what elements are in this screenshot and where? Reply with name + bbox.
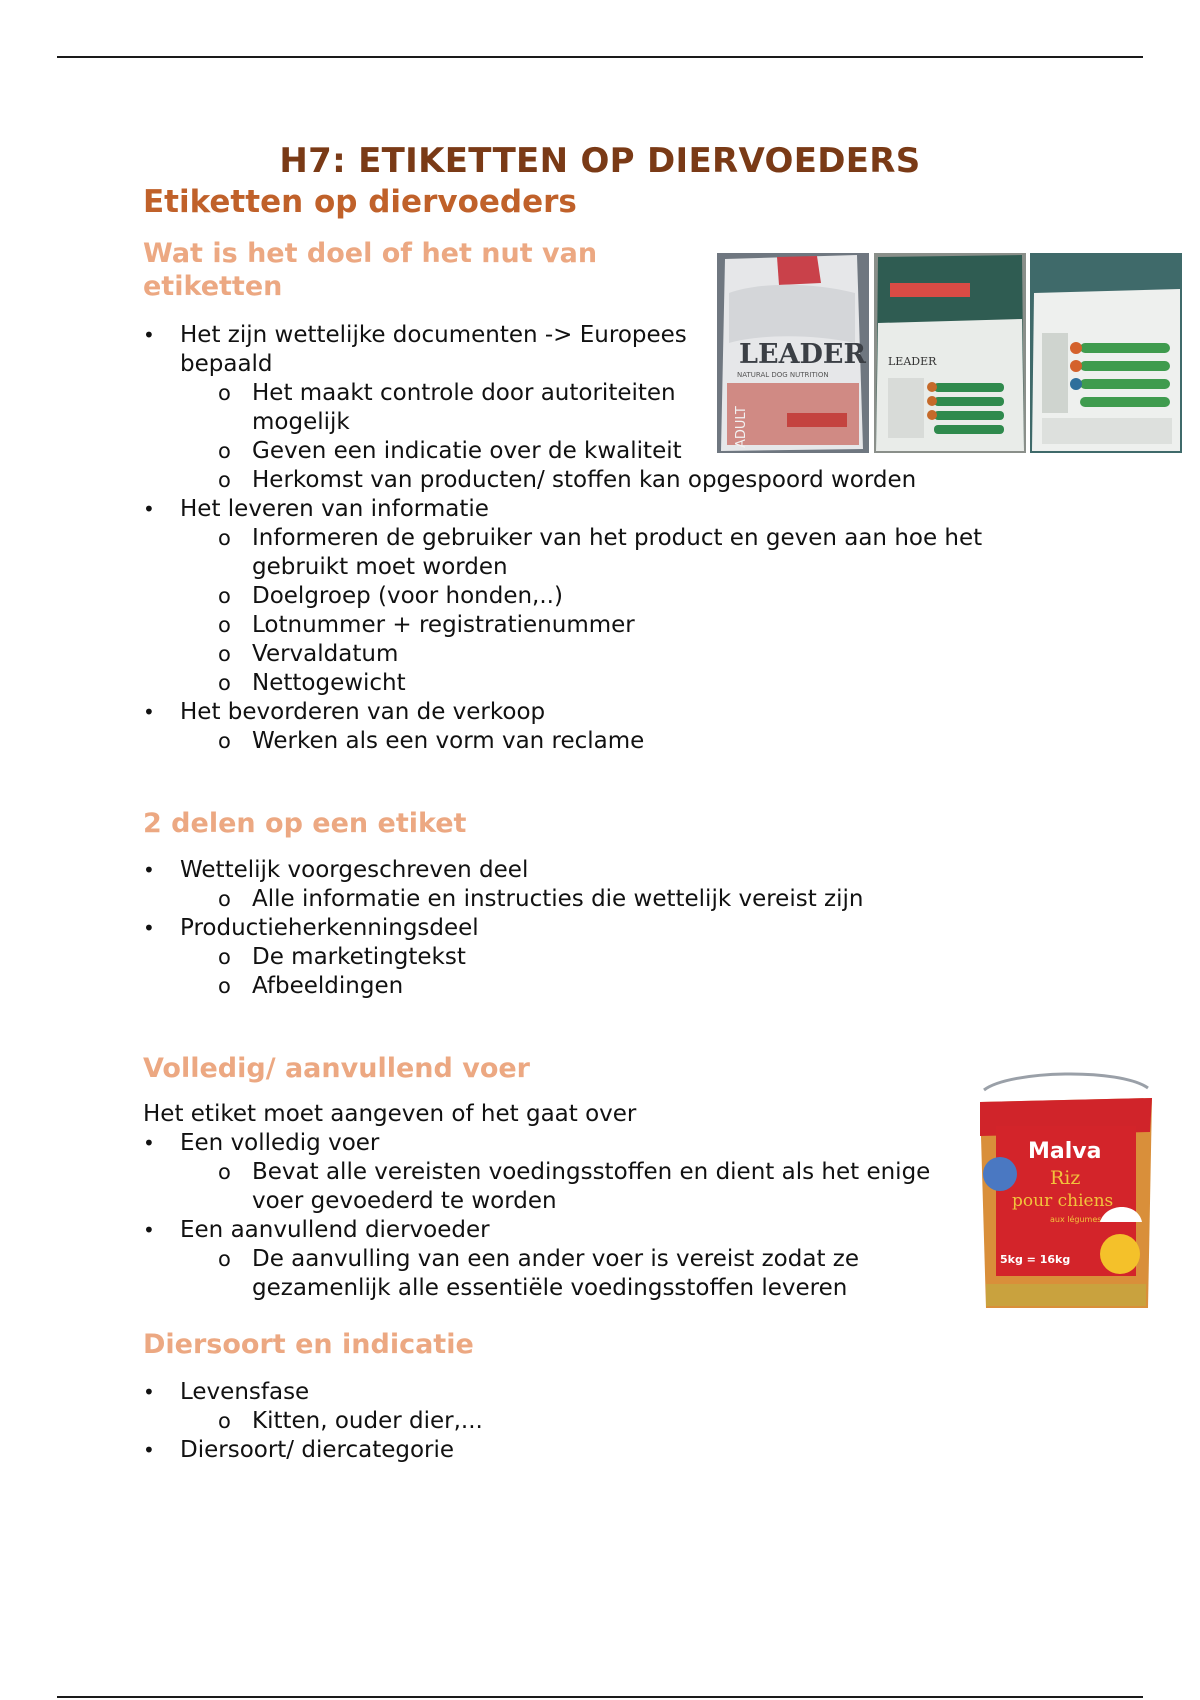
sub-bullet-item [143,1407,483,1436]
bullet-text: Wettelijk voorgeschreven deel [180,857,529,883]
sub-bullet-item [143,1158,930,1216]
sub-bullet-marker: o [218,671,231,695]
bag-subtitle-text: NATURAL DOG NUTRITION [737,371,829,379]
bullet-marker: • [143,1438,155,1462]
bullet-item [143,1436,483,1465]
bullet-marker: • [143,916,155,940]
sub-bullet-item [143,1245,930,1303]
sub-bullet-item [143,640,982,669]
bag-brand-text: LEADER [739,339,866,370]
label-parts-list [143,856,863,1001]
feed-type-list [143,1129,930,1303]
tub-weight-text: 5kg = 16kg [1000,1253,1071,1266]
bullet-text: gezamenlijk alle essentiële voedingsstoffen leveren [252,1275,848,1301]
sub-bullet-item [143,727,982,756]
bullet-text: Het maakt controle door autoriteiten [252,380,676,406]
bullet-text: Een volledig voer [180,1130,380,1156]
tub-vegetables-text: aux légumes [1050,1215,1102,1224]
sub-bullet-marker: o [218,613,231,637]
tub-product-text: pour chiens [1012,1191,1114,1211]
sub-bullet-marker: o [218,945,231,969]
bullet-text: voer gevoederd te worden [252,1188,557,1214]
bullet-marker: • [143,1218,155,1242]
bullet-text: bepaald [180,351,273,377]
bullet-text: gebruikt moet worden [252,554,508,580]
bullet-item [143,914,863,943]
bullet-text: Productieherkenningsdeel [180,915,479,941]
bullet-text: Afbeeldingen [252,973,404,999]
bullet-item [143,1129,930,1158]
bag-middle-brand-text: LEADER [888,355,937,368]
bullet-text: Lotnummer + registratienummer [252,612,635,638]
section-heading-species: Diersoort en indicatie [143,1329,474,1360]
top-rule [57,56,1143,58]
sub-bullet-item [143,972,863,1001]
page-title: H7: ETIKETTEN OP DIERVOEDERS [279,141,921,181]
bullet-text: Het leveren van informatie [180,496,489,522]
sub-bullet-marker: o [218,1160,231,1184]
sub-bullet-marker: o [218,439,231,463]
bullet-text: Alle informatie en instructies die wettelijk vereist zijn [252,886,864,912]
bullet-item [143,698,982,727]
sub-bullet-marker: o [218,1409,231,1433]
sub-bullet-item [143,524,982,582]
tub-brand-text: Malva [1028,1139,1102,1164]
bullet-text: Diersoort/ diercategorie [180,1437,455,1463]
bullet-text: Werken als een vorm van reclame [252,728,645,754]
sub-bullet-marker: o [218,468,231,492]
section-intro-text: Het etiket moet aangeven of het gaat over [143,1101,637,1127]
chapter-subtitle: Etiketten op diervoeders [143,184,577,220]
bullet-item [143,495,982,524]
bottom-rule [57,1696,1143,1698]
bullet-text: Kitten, ouder dier,... [252,1408,483,1434]
bullet-text: Herkomst van producten/ stoffen kan opgespoord worden [252,467,917,493]
bullet-text: Doelgroep (voor honden,..) [252,583,563,609]
bullet-marker: • [143,1380,155,1404]
bullet-text: Levensfase [180,1379,310,1405]
bullet-text: Een aanvullend diervoeder [180,1217,490,1243]
bullet-text: Informeren de gebruiker van het product en geven aan hoe het [252,525,983,551]
bag-side-text: ADULT [734,406,749,448]
sub-bullet-marker: o [218,887,231,911]
bullet-text: Nettogewicht [252,670,406,696]
bullet-text: Bevat alle vereisten voedingsstoffen en dient als het enige [252,1159,931,1185]
sub-bullet-marker: o [218,974,231,998]
dog-food-bag-front-photo [717,253,869,453]
sub-bullet-item [143,466,982,495]
section-heading-complete-feed: Volledig/ aanvullend voer [143,1053,530,1084]
bullet-text: Het zijn wettelijke documenten -> Europees [180,322,687,348]
bullet-item [143,856,863,885]
bullet-marker: • [143,323,155,347]
bullet-marker: • [143,1131,155,1155]
bullet-text: De marketingtekst [252,944,466,970]
bullet-text: Vervaldatum [252,641,399,667]
sub-bullet-marker: o [218,526,231,550]
tub-riz-text: Riz [1050,1167,1081,1189]
dog-food-bag-back-photo [1030,253,1182,453]
bullet-item [143,1378,483,1407]
dog-food-bag-label-photo [874,253,1026,453]
section-heading-purpose: Wat is het doel of het nut van etiketten [143,238,598,302]
sub-bullet-marker: o [218,1247,231,1271]
sub-bullet-marker: o [218,729,231,753]
sub-bullet-item [143,611,982,640]
bullet-marker: • [143,700,155,724]
section-heading-two-parts: 2 delen op een etiket [143,808,467,839]
sub-bullet-marker: o [218,642,231,666]
bullet-text: Geven een indicatie over de kwaliteit [252,438,682,464]
bullet-marker: • [143,858,155,882]
bullet-text: De aanvulling van een ander voer is vereist zodat ze [252,1246,859,1272]
sub-bullet-marker: o [218,584,231,608]
sub-bullet-item [143,943,863,972]
sub-bullet-marker: o [218,381,231,405]
sub-bullet-item [143,669,982,698]
sub-bullet-item [143,582,982,611]
bullet-text: mogelijk [252,409,350,435]
bullet-text: Het bevorderen van de verkoop [180,699,546,725]
bullet-item [143,1216,930,1245]
sub-bullet-item [143,885,863,914]
malva-dog-rice-tub-photo [970,1062,1162,1312]
species-list [143,1378,483,1465]
bullet-marker: • [143,497,155,521]
